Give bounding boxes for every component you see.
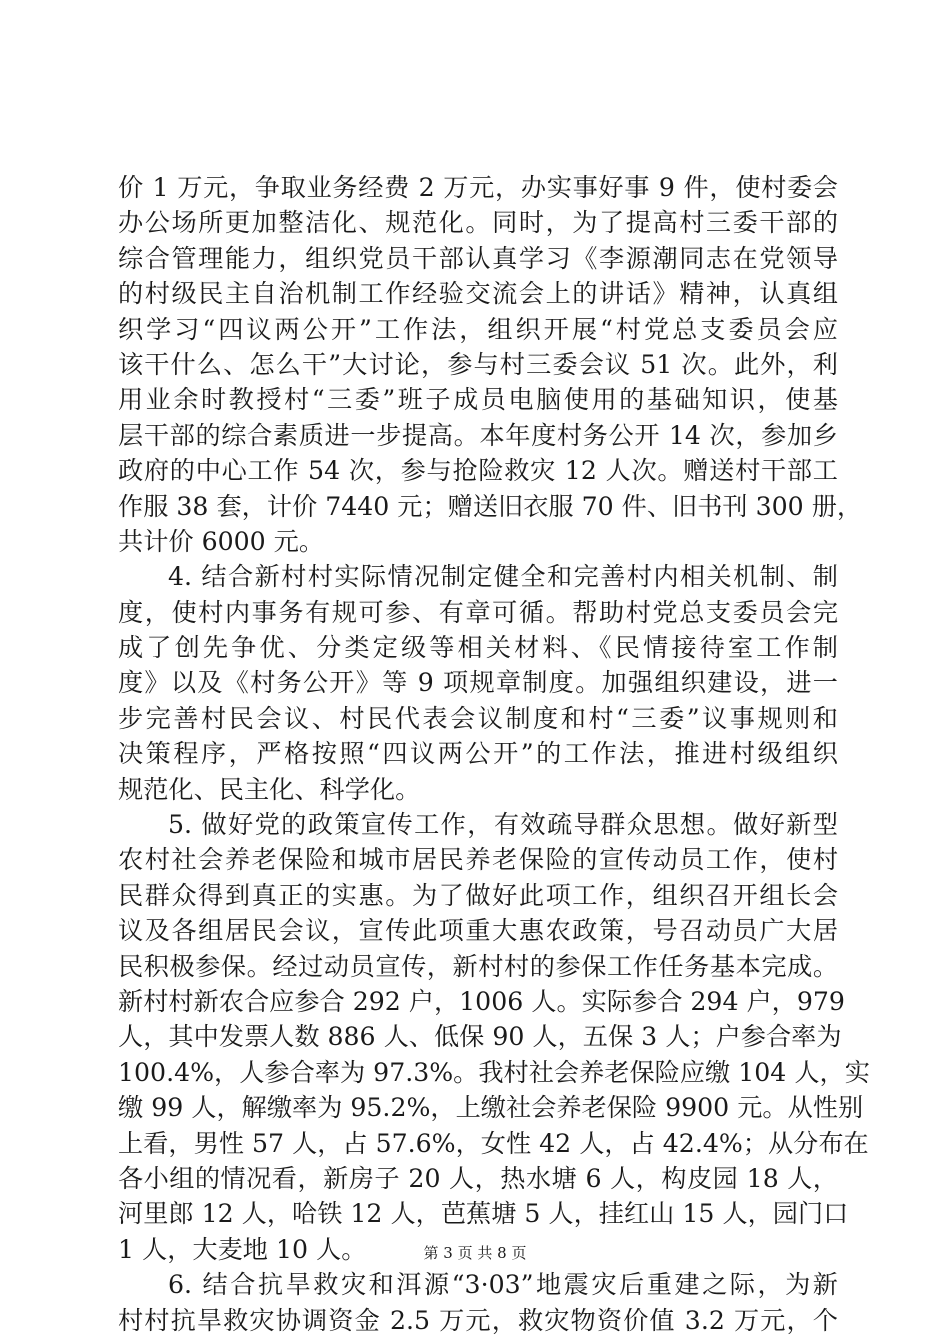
text-line: 1 人，大麦地 10 人。 xyxy=(118,1234,367,1264)
text-line: 该干什么、怎么干”大讨论，参与村三委会议 51 次。此外，利 xyxy=(118,349,838,379)
text-line: 100.4%，人参合率为 97.3%。我村社会养老保险应缴 104 人，实 xyxy=(118,1057,870,1087)
text-line: 成了创先争优、分类定级等相关材料、《民情接待室工作制 xyxy=(118,633,838,663)
text-line: 各小组的情况看，新房子 20 人，热水塘 6 人，构皮园 18 人， xyxy=(118,1163,838,1193)
text-line: 缴 99 人，解缴率为 95.2%，上缴社会养老保险 9900 元。从性别 xyxy=(118,1093,864,1123)
text-line: 步完善村民会议、村民代表会议制度和村“三委”议事规则和 xyxy=(118,703,838,733)
text-line: 度》以及《村务公开》等 9 项规章制度。加强组织建设，进一 xyxy=(118,668,838,698)
text-line: 民群众得到真正的实惠。为了做好此项工作，组织召开组长会 xyxy=(118,880,838,910)
text-line: 4. 结合新村村实际情况制定健全和完善村内相关机制、制 xyxy=(168,562,838,592)
text-line: 共计价 6000 元。 xyxy=(118,526,325,556)
text-line: 决策程序，严格按照“四议两公开”的工作法，推进村级组织 xyxy=(118,739,838,769)
text-line: 政府的中心工作 54 次，参与抢险救灾 12 人次。赠送村干部工 xyxy=(118,456,838,486)
text-line: 6. 结合抗旱救灾和洱源“3·03”地震灾后重建之际，为新 xyxy=(168,1270,838,1300)
text-line: 织学习“四议两公开”工作法，组织开展“村党总支委员会应 xyxy=(118,314,838,344)
text-line: 5. 做好党的政策宣传工作，有效疏导群众思想。做好新型 xyxy=(168,810,838,840)
text-line: 规范化、民主化、科学化。 xyxy=(118,774,421,804)
text-line: 农村社会养老保险和城市居民养老保险的宣传动员工作，使村 xyxy=(118,845,838,875)
text-line: 作服 38 套，计价 7440 元；赠送旧衣服 70 件、旧书刊 300 册， xyxy=(118,491,863,521)
text-line: 综合管理能力，组织党员干部认真学习《李源潮同志在党领导 xyxy=(118,243,838,273)
text-line: 民积极参保。经过动员宣传，新村村的参保工作任务基本完成。 xyxy=(118,951,838,981)
text-line: 议及各组居民会议，宣传此项重大惠农政策，号召动员广大居 xyxy=(118,916,838,946)
text-line: 价 1 万元，争取业务经费 2 万元，办实事好事 9 件，使村委会 xyxy=(118,173,838,202)
text-line: 办公场所更加整洁化、规范化。同时，为了提高村三委干部的 xyxy=(118,208,838,238)
text-line: 用业余时教授村“三委”班子成员电脑使用的基础知识，使基 xyxy=(118,385,838,415)
text-line: 上看，男性 57 人，占 57.6%，女性 42 人，占 42.4%；从分布在 xyxy=(118,1128,869,1158)
text-line: 河里郎 12 人，哈铁 12 人，芭蕉塘 5 人，挂红山 15 人，园门口 xyxy=(118,1199,849,1229)
text-line: 人，其中发票人数 886 人、低保 90 人，五保 3 人；户参合率为 xyxy=(118,1022,842,1052)
text-line: 度，使村内事务有规可参、有章可循。帮助村党总支委员会完 xyxy=(118,597,838,627)
text-line: 村村抗旱救灾协调资金 2.5 万元，救灾物资价值 3.2 万元，个 xyxy=(118,1305,838,1335)
text-line: 层干部的综合素质进一步提高。本年度村务公开 14 次，参加乡 xyxy=(118,420,838,450)
text-line: 新村村新农合应参合 292 户，1006 人。实际参合 294 户，979 xyxy=(118,986,845,1016)
document-body xyxy=(118,170,870,1338)
text-line: 的村级民主自治机制工作经验交流会上的讲话》精神，认真组 xyxy=(118,279,838,309)
page-footer: 第 3 页 共 8 页 xyxy=(423,1244,527,1262)
